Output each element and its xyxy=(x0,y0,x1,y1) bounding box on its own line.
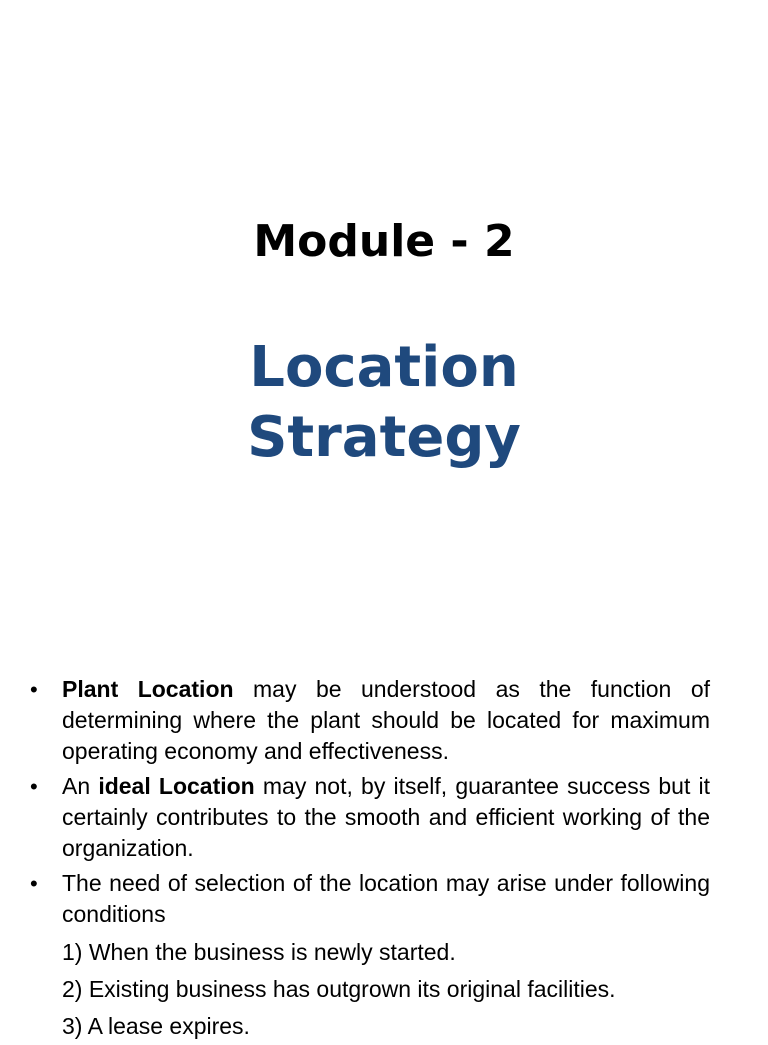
bullet-prefix: An xyxy=(62,773,99,799)
bullet-icon: • xyxy=(30,774,38,799)
bullet-item xyxy=(30,868,710,930)
bullet-bold-term: Plant Location xyxy=(62,676,234,702)
condition-item: 1) When the business is newly started. xyxy=(62,939,456,965)
condition-item: 3) A lease expires. xyxy=(62,1013,250,1039)
bullet-list xyxy=(30,674,710,1045)
bullet-icon: • xyxy=(30,677,38,702)
condition-item: 2) Existing business has outgrown its original facilities. xyxy=(62,976,616,1002)
main-title-line-1: Location xyxy=(249,335,519,400)
bullet-icon: • xyxy=(30,871,38,896)
bullet-bold-term: ideal Location xyxy=(98,773,255,799)
bullet-item xyxy=(30,674,710,767)
bullet-text: may be understood as the function of determining where the plant should be located for maximum operating economy and effectiveness. xyxy=(62,676,711,764)
main-title-line-2: Strategy xyxy=(247,405,521,470)
bullet-item xyxy=(30,771,710,864)
bullet-text: may not, by itself, guarantee success but it certainly contributes to the smooth and efficient working of the organization. xyxy=(62,773,711,861)
main-title xyxy=(0,333,768,473)
module-title: Module - 2 xyxy=(253,216,515,267)
bullet-text: The need of selection of the location may arise under following conditions xyxy=(62,870,710,927)
